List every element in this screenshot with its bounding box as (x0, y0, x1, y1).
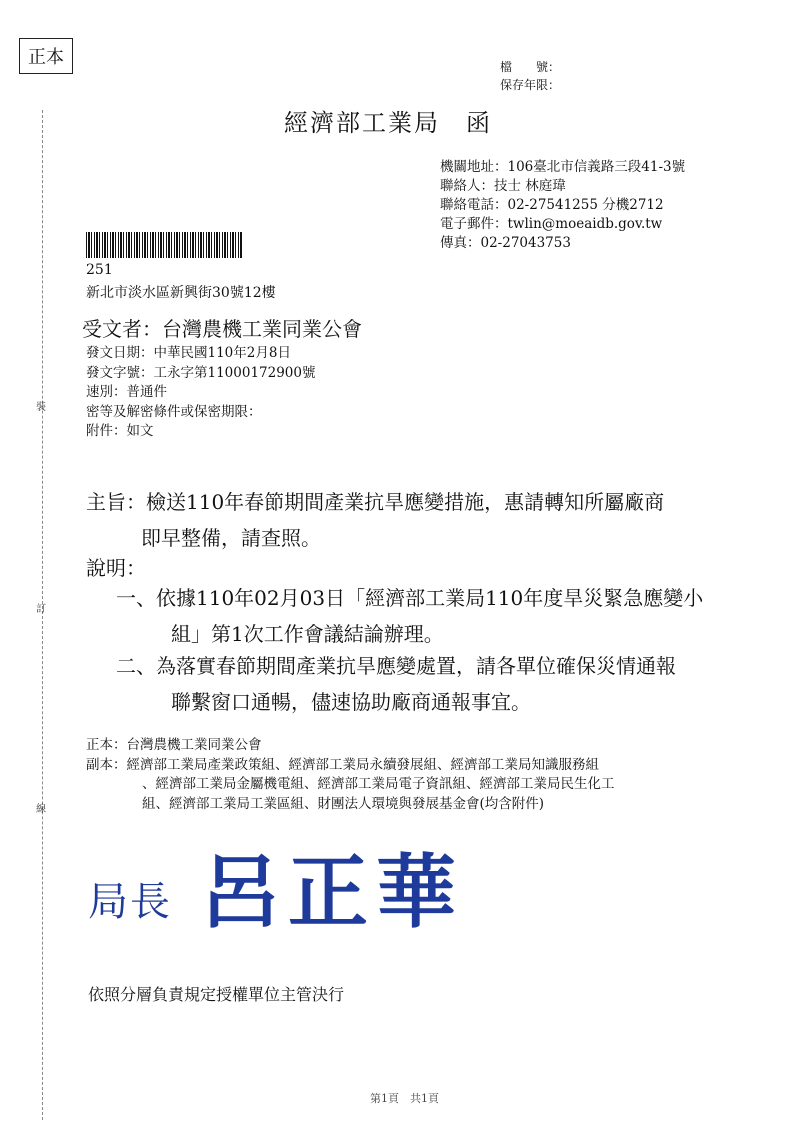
subject-line-1: 主旨：檢送110年春節期間產業抗旱應變措施，惠請轉知所屬廠商 (86, 490, 665, 514)
binding-mark-xian: 線 (36, 804, 46, 815)
confidentiality: 密等及解密條件或保密期限： (86, 403, 262, 420)
binding-mark-ding: 訂 (36, 604, 46, 615)
explanation-item-line-1: 一、依據110年02月03日「經濟部工業局110年度旱災緊急應變小 (116, 586, 704, 610)
explanation-label: 說明： (86, 556, 146, 580)
issue-date: 發文日期：中華民國110年2月8日 (86, 345, 291, 361)
original-recipients: 正本：台灣農機工業同業公會 (86, 737, 262, 753)
contact-email: 電子郵件：twlin@moeaidb.gov.tw (440, 216, 663, 232)
mailing-zip: 251 (86, 262, 113, 278)
explanation-item-line-2: 聯繫窗口通暢，儘速協助廠商通報事宜。 (171, 690, 531, 714)
subject (86, 484, 664, 556)
copy-recipients-line-3: 組、經濟部工業局工業區組、財團法人環境與發展基金會(均含附件) (142, 795, 545, 812)
archive-info (500, 58, 560, 94)
copy-recipients-line-1: 副本：經濟部工業局產業政策組、經濟部工業局永續發展組、經濟部工業局知識服務組 (86, 756, 599, 773)
file-number-label: 檔 號： (500, 60, 561, 74)
original-copy-stamp: 正本 (19, 38, 73, 74)
contact-address: 機關地址：106臺北市信義路三段41-3號 (440, 159, 686, 175)
barcode (86, 232, 242, 258)
agency-title: 經濟部工業局 函 (284, 109, 492, 137)
contact-block (440, 158, 685, 253)
copy-recipients-line-2: 、經濟部工業局金屬機電組、經濟部工業局電子資訊組、經濟部工業局民生化工 (142, 776, 615, 792)
authorization-note: 依照分層負責規定授權單位主管決行 (88, 985, 345, 1004)
delivery-speed: 速別：普通件 (86, 384, 167, 400)
page-indicator: 第1頁 共1頁 (370, 1092, 439, 1105)
signature-name-seal (196, 838, 496, 938)
explanation-item (116, 580, 703, 652)
signature-name: 呂正華 (200, 846, 464, 938)
recipient: 受文者：台灣農機工業同業公會 (82, 317, 362, 341)
contact-phone: 聯絡電話：02-27541255 分機2712 (440, 197, 664, 213)
explanation-item (116, 648, 676, 720)
explanation-item-line-1: 二、為落實春節期間產業抗旱應變處置，請各單位確保災情通報 (116, 654, 676, 678)
binding-mark-zhuang: 裝 (36, 402, 46, 413)
document-number: 發文字號：工永字第11000172900號 (86, 364, 316, 381)
document-meta (86, 344, 315, 442)
binding-margin-line (42, 110, 43, 1120)
explanation-item-line-2: 組」第1次工作會議結論辦理。 (171, 622, 444, 646)
distribution-list (86, 736, 615, 814)
subject-line-2: 即早整備，請查照。 (141, 526, 321, 550)
contact-fax: 傳真：02-27043753 (440, 235, 571, 251)
contact-person: 聯絡人：技士 林庭瑋 (440, 178, 566, 194)
attachments: 附件：如文 (86, 423, 154, 439)
signature-title: 局長 (88, 879, 172, 925)
mailing-address: 新北市淡水區新興街30號12樓 (86, 285, 276, 301)
retention-label: 保存年限： (500, 78, 561, 92)
